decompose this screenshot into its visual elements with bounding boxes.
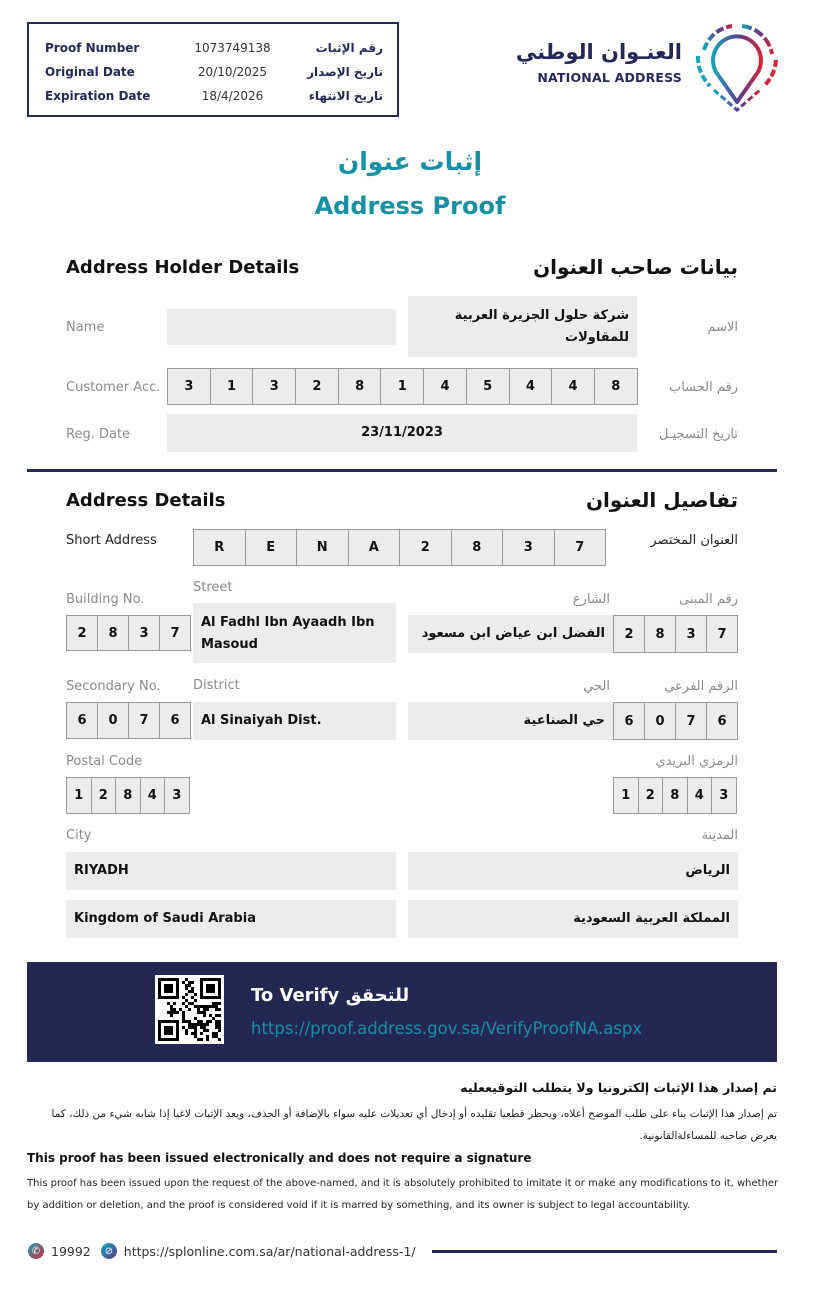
original-date-row <box>45 62 383 82</box>
digit-cell: 2 <box>91 777 117 814</box>
original-date-value: 20/10/2025 <box>197 65 268 79</box>
footer-line <box>432 1250 777 1253</box>
district-label-ar: الحي <box>583 679 610 694</box>
reg-date-field <box>167 414 637 452</box>
verify-link[interactable]: https://proof.address.gov.sa/VerifyProofNA.aspx <box>251 1019 643 1038</box>
digit-cell: 3 <box>164 777 190 814</box>
notice-title-ar: تم إصدار هذا الإثبات إلكترونيا ولا يتطلب التوقيععليه <box>460 1080 777 1095</box>
section-divider <box>27 469 777 472</box>
digit-cell: 3 <box>128 615 160 651</box>
digit-cell: 0 <box>644 702 676 740</box>
digit-cell: 8 <box>662 777 688 814</box>
digit-cell: 6 <box>613 702 645 740</box>
phone-icon: ✆ <box>28 1243 44 1259</box>
name-label-ar: الاسم <box>707 320 738 335</box>
street-label-ar: الشارع <box>572 592 610 607</box>
notice-title-en: This proof has been issued electronically and does not require a signature <box>27 1151 532 1165</box>
footer-url[interactable]: https://splonline.com.sa/ar/national-address-1/ <box>123 1243 416 1259</box>
digit-cell: 2 <box>399 529 452 566</box>
secondary-number-en <box>66 702 191 739</box>
proof-info-box <box>27 22 399 117</box>
name-en-field <box>167 309 396 345</box>
reg-date-label-en: Reg. Date <box>66 427 131 442</box>
digit-cell: 7 <box>554 529 607 566</box>
digit-cell: 6 <box>706 702 738 740</box>
logo-text-en: NATIONAL ADDRESS <box>537 70 682 85</box>
address-heading-ar: تفاصيل العنوان <box>585 488 738 512</box>
district-en-field <box>193 702 396 740</box>
street-ar-field <box>408 615 613 653</box>
postal-label-ar: الرمزي البريدي <box>655 754 738 769</box>
district-en-value: Al Sinaiyah Dist. <box>201 713 322 728</box>
country-en-value: Kingdom of Saudi Arabia <box>74 911 256 926</box>
notice-body-en: This proof has been issued upon the request of the above-named, and it is absolutely prohibited to imitate it or make any modifications to it, whether by addition or deletion, and the proof is considered void if it is marred by something, and its owner is subject to legal accountability. <box>27 1178 779 1211</box>
digit-cell: A <box>348 529 401 566</box>
link-icon: ⊘ <box>101 1243 117 1259</box>
verify-title: To Verify للتحقق <box>251 985 410 1006</box>
digit-cell: 3 <box>502 529 555 566</box>
digit-cell: R <box>193 529 246 566</box>
digit-cell: 4 <box>509 368 553 405</box>
digit-cell: 7 <box>675 702 707 740</box>
digit-cell: 8 <box>644 615 676 653</box>
account-label-en: Customer Acc. <box>66 380 161 395</box>
short-address-label-en: Short Address <box>66 533 157 548</box>
page-title-ar: إثبات عنوان <box>337 147 483 176</box>
proof-number-label-ar: رقم الإثبات <box>315 41 383 55</box>
expiration-date-value: 18/4/2026 <box>201 89 264 103</box>
proof-number-label: Proof Number <box>45 41 140 55</box>
logo-text-ar: العنـوان الوطني <box>515 40 682 64</box>
digit-cell: 8 <box>97 615 129 651</box>
digit-cell: 4 <box>687 777 713 814</box>
qr-code-icon[interactable] <box>155 975 224 1044</box>
country-en-field <box>66 900 396 938</box>
footer-phone[interactable]: 19992 <box>51 1243 91 1259</box>
city-label-en: City <box>66 828 92 843</box>
digit-cell: 5 <box>466 368 510 405</box>
digit-cell: 6 <box>159 702 191 739</box>
expiration-date-row <box>45 86 383 106</box>
building-number-ar <box>613 615 738 653</box>
address-heading-en: Address Details <box>66 490 226 511</box>
city-ar-value: الرياض <box>685 863 730 878</box>
proof-number-row <box>45 38 383 58</box>
digit-cell: 3 <box>675 615 707 653</box>
secondary-number-ar <box>613 702 738 740</box>
country-ar-field <box>408 900 738 938</box>
postal-code-ar <box>613 777 737 814</box>
account-number <box>167 368 638 405</box>
postal-code-en <box>66 777 190 814</box>
original-date-label-ar: تاريخ الإصدار <box>307 65 383 79</box>
street-en-value: Al Fadhl Ibn Ayaadh Ibn Masoud <box>201 615 375 652</box>
proof-number-value: 1073749138 <box>194 41 271 55</box>
name-ar-value: شركة حلول الجزيرة العربية للمقاولات <box>454 308 629 345</box>
street-en-field <box>193 603 396 663</box>
expiration-date-label-ar: تاريخ الانتهاء <box>308 89 383 103</box>
short-address-label-ar: العنوان المختصر <box>650 533 738 548</box>
digit-cell: 4 <box>140 777 166 814</box>
digit-cell: 3 <box>711 777 737 814</box>
country-ar-value: المملكة العربية السعودية <box>573 911 730 926</box>
city-en-value: RIYADH <box>74 863 129 878</box>
digit-cell: 6 <box>66 702 98 739</box>
digit-cell: 2 <box>638 777 664 814</box>
postal-label-en: Postal Code <box>66 754 143 769</box>
holder-heading-ar: بيانات صاحب العنوان <box>533 255 738 279</box>
digit-cell: E <box>245 529 298 566</box>
digit-cell: 4 <box>423 368 467 405</box>
digit-cell: 8 <box>338 368 382 405</box>
name-ar-field <box>408 296 637 357</box>
digit-cell: 4 <box>551 368 595 405</box>
building-number-en <box>66 615 191 651</box>
holder-heading-en: Address Holder Details <box>66 257 300 278</box>
digit-cell: 2 <box>613 615 645 653</box>
digit-cell: 1 <box>613 777 639 814</box>
city-ar-field <box>408 852 738 890</box>
digit-cell: 8 <box>594 368 638 405</box>
digit-cell: 2 <box>295 368 339 405</box>
building-label-ar: رقم المبنى <box>678 592 738 607</box>
digit-cell: 8 <box>115 777 141 814</box>
digit-cell: 1 <box>210 368 254 405</box>
digit-cell: 8 <box>451 529 504 566</box>
short-address <box>193 529 606 566</box>
secondary-label-en: Secondary No. <box>66 679 161 694</box>
digit-cell: 7 <box>128 702 160 739</box>
national-address-logo-icon <box>692 20 782 112</box>
footer <box>28 1241 416 1261</box>
reg-date-value: 23/11/2023 <box>361 425 443 440</box>
district-ar-field <box>408 702 613 740</box>
city-label-ar: المدينة <box>701 828 738 843</box>
district-ar-value: حي الصناعية <box>523 713 605 728</box>
secondary-label-ar: الرقم الفرعي <box>664 679 738 694</box>
street-label-en: Street <box>193 580 233 595</box>
original-date-label: Original Date <box>45 65 135 79</box>
street-ar-value: الفضل ابن عياض ابن مسعود <box>421 626 605 641</box>
digit-cell: 2 <box>66 615 98 651</box>
digit-cell: 7 <box>706 615 738 653</box>
digit-cell: N <box>296 529 349 566</box>
digit-cell: 3 <box>167 368 211 405</box>
city-en-field <box>66 852 396 890</box>
digit-cell: 7 <box>159 615 191 651</box>
verify-banner <box>27 962 777 1062</box>
digit-cell: 3 <box>252 368 296 405</box>
expiration-date-label: Expiration Date <box>45 89 151 103</box>
district-label-en: District <box>193 678 240 693</box>
reg-date-label-ar: تاريخ التسجيـل <box>658 427 738 442</box>
building-label-en: Building No. <box>66 592 145 607</box>
digit-cell: 1 <box>380 368 424 405</box>
account-label-ar: رقم الحساب <box>668 380 738 395</box>
name-label-en: Name <box>66 320 105 335</box>
notice-body-ar: تم إصدار هذا الإثبات بناء على طلب الموضح أعلاه، ويحظر قطعيا تقليده أو إدخال أي تعديلات عليه سواء بالإضافة أو الحذف، ويعد الإثبات لاغيا إذا شابه شيء من ذلك، كما يعرض صاحبه للمساءلةالقانونية. <box>51 1108 777 1142</box>
digit-cell: 1 <box>66 777 92 814</box>
digit-cell: 0 <box>97 702 129 739</box>
page-title-en: Address Proof <box>314 192 506 220</box>
